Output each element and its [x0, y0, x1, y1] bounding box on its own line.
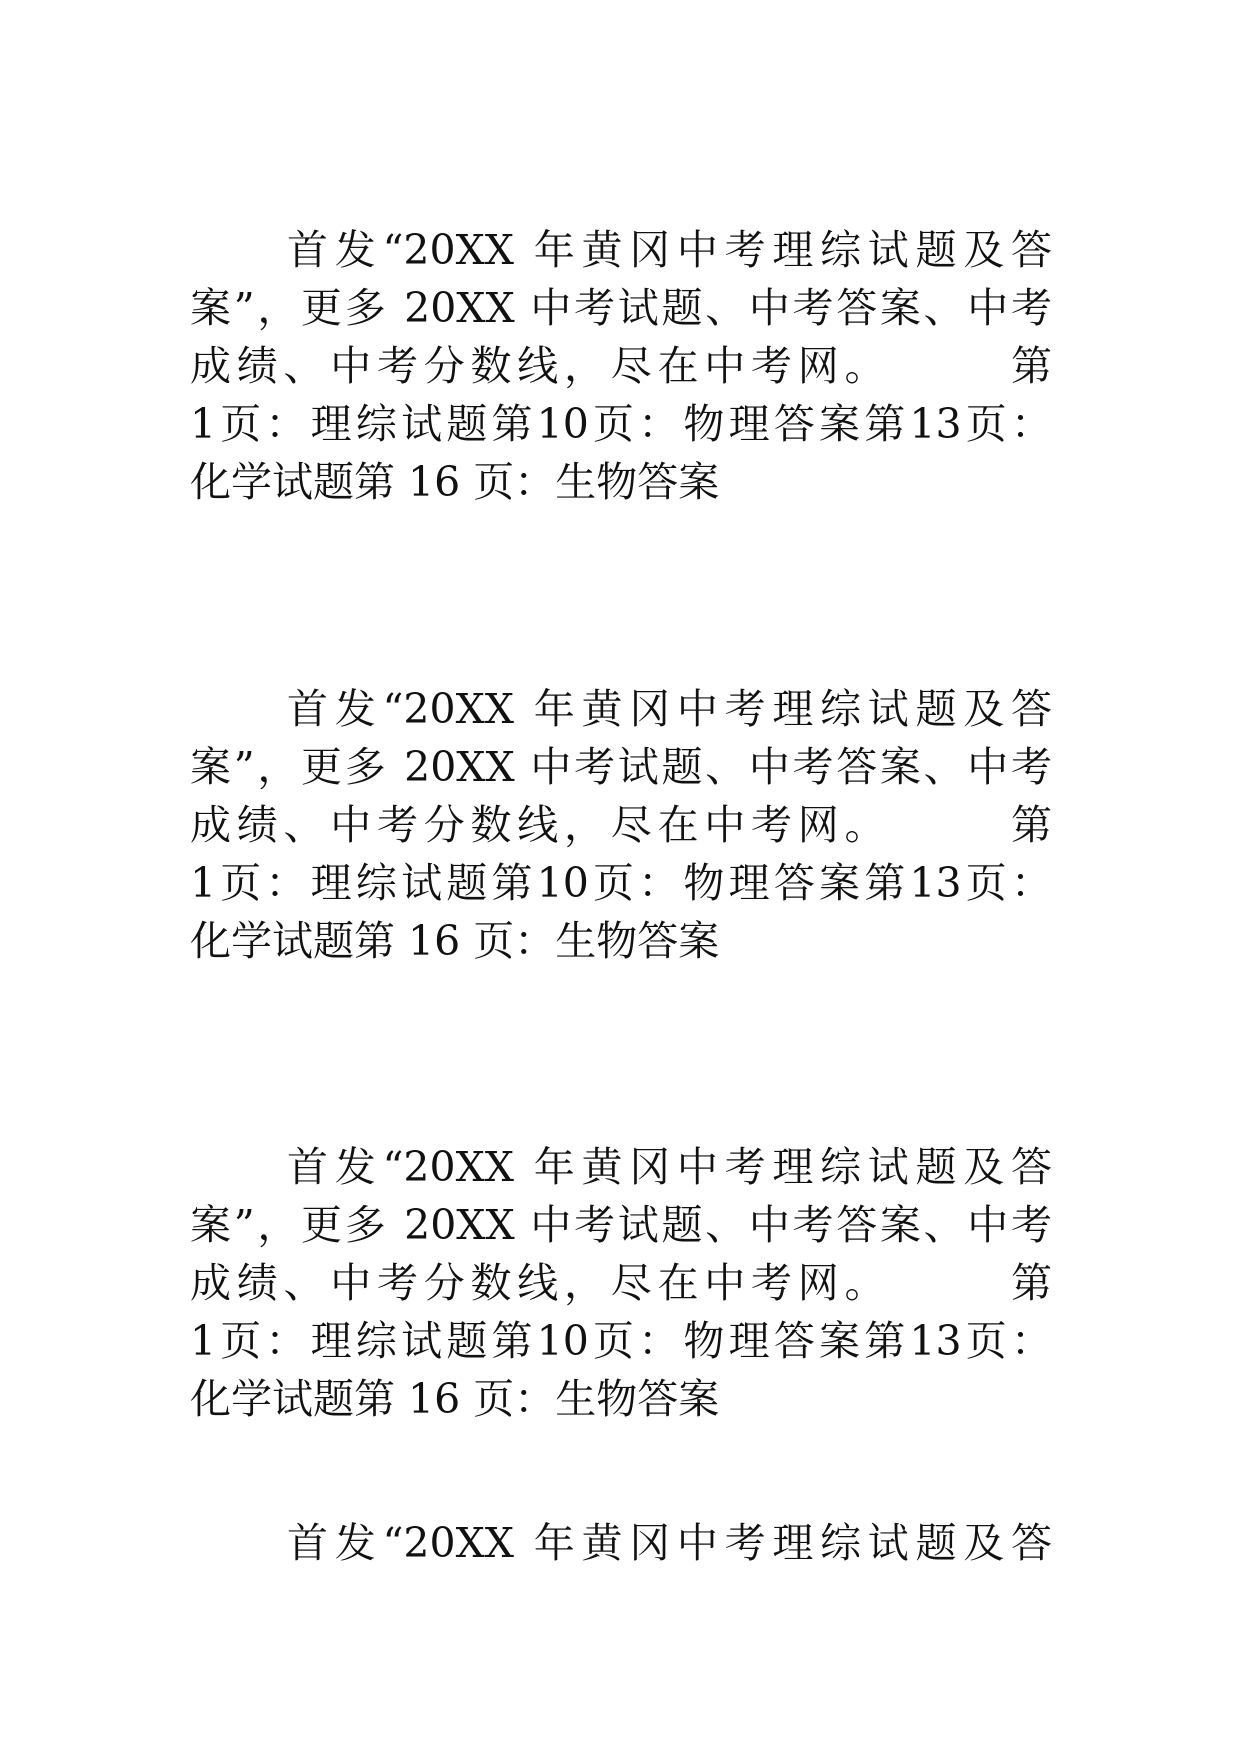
- paragraph-line: 首发“20XX 年黄冈中考理综试题及答: [287, 1519, 1052, 1567]
- paragraph-line: 案”，更多 20XX 中考试题、中考答案、中考: [190, 284, 1052, 332]
- paragraph-line: 1页：理综试题第10页：物理答案第13页：: [190, 400, 1052, 448]
- paragraph-line: 首发“20XX 年黄冈中考理综试题及答: [287, 226, 1052, 274]
- paragraph-line: 成绩、中考分数线，尽在中考网。 第: [190, 342, 1052, 390]
- paragraph-line: 案”，更多 20XX 中考试题、中考答案、中考: [190, 743, 1052, 791]
- paragraph-line: 化学试题第 16 页：生物答案: [190, 458, 720, 506]
- paragraph-line: 成绩、中考分数线，尽在中考网。 第: [190, 1259, 1052, 1307]
- paragraph-line: 首发“20XX 年黄冈中考理综试题及答: [287, 1143, 1052, 1191]
- paragraph-3: [190, 1138, 1052, 1428]
- paragraph-1: [190, 221, 1052, 511]
- paragraph-2: [190, 680, 1052, 970]
- paragraph-line: 首发“20XX 年黄冈中考理综试题及答: [287, 685, 1052, 733]
- paragraph-line: 化学试题第 16 页：生物答案: [190, 1375, 720, 1423]
- paragraph-line: 1页：理综试题第10页：物理答案第13页：: [190, 1317, 1052, 1365]
- paragraph-4: [190, 1514, 1052, 1572]
- paragraph-line: 案”，更多 20XX 中考试题、中考答案、中考: [190, 1201, 1052, 1249]
- paragraph-line: 1页：理综试题第10页：物理答案第13页：: [190, 859, 1052, 907]
- paragraph-line: 成绩、中考分数线，尽在中考网。 第: [190, 801, 1052, 849]
- paragraph-line: 化学试题第 16 页：生物答案: [190, 917, 720, 965]
